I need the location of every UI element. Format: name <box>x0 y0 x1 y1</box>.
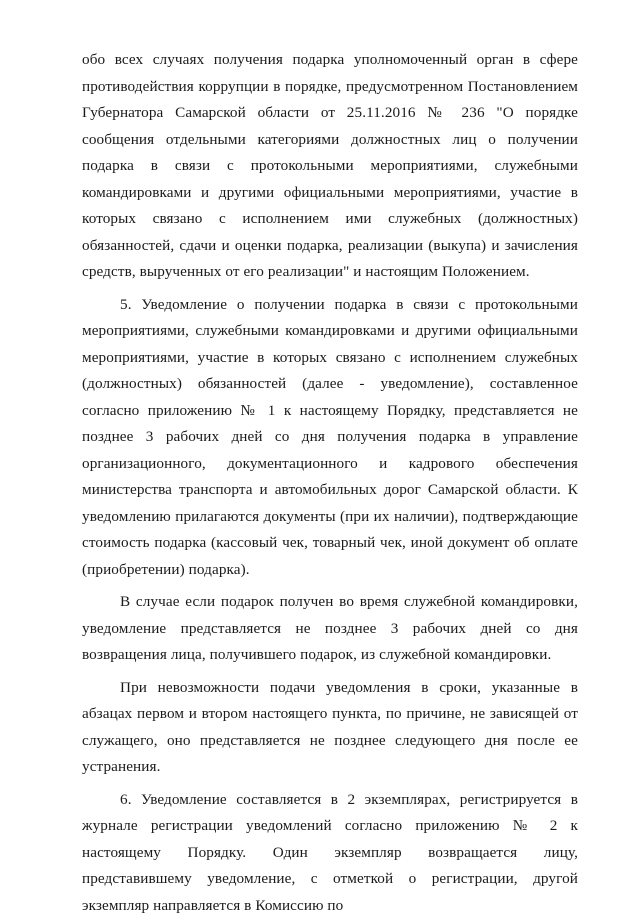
paragraph-item-6: 6. Уведомление составляется в 2 экземплярах, регистрируется в журнале регистрации уведомлений согласно приложению № 2 к настоящему Порядку. Один экземпляр возвращается лицу, представившему уведомление, с отметкой о регистрации, другой экземпляр направляется в Комиссию по <box>82 787 578 919</box>
paragraph-business-trip: В случае если подарок получен во время служебной командировки, уведомление представляется не позднее 3 рабочих дней со дня возвращения лица, получившего подарок, из служебной командировки. <box>82 589 578 669</box>
paragraph-continuation: обо всех случаях получения подарка уполномоченный орган в сфере противодействия коррупции в порядке, предусмотренном Постановлением Губернатора Самарской области от 25.11.2016 № 236 "О порядке сообщения отдельными категориями должностных лиц о получении подарка в связи с протокольными мероприятиями, служебными командировками и другими официальными мероприятиями, участие в которых связано с исполнением ими служебных (должностных) обязанностей, сдачи и оценки подарка, реализации (выкупа) и зачисления средств, вырученных от его реализации" и настоящим Положением. <box>82 47 578 286</box>
paragraph-item-5: 5. Уведомление о получении подарка в связи с протокольными мероприятиями, служебными командировками и другими официальными мероприятиями, участие в которых связано с исполнением служебных (должностных) обязанностей (далее - уведомление), составленное согласно приложению № 1 к настоящему Порядку, представляется не позднее 3 рабочих дней со дня получения подарка в управление организационного, документационного и кадрового обеспечения министерства транспорта и автомобильных дорог Самарской области. К уведомлению прилагаются документы (при их наличии), подтверждающие стоимость подарка (кассовый чек, товарный чек, иной документ об оплате (приобретении) подарка). <box>82 292 578 584</box>
paragraph-impossibility: При невозможности подачи уведомления в сроки, указанные в абзацах первом и втором настоящего пункта, по причине, не зависящей от служащего, оно представляется не позднее следующего дня после ее устранения. <box>82 675 578 781</box>
document-page <box>82 47 578 919</box>
